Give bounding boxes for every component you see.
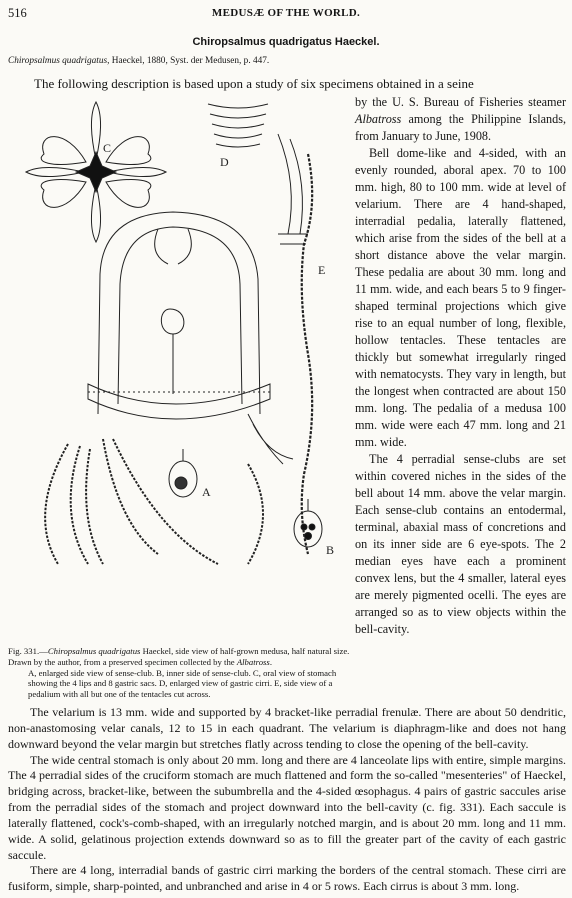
body-paragraph-stomach: The wide central stomach is only about 20 mm. long and there are 4 lanceolate lips with entire, simple margins. The 4 perradial sides of the cruciform stomach are much flattened and form the so-called "mesenteries" of Haeckel, bridging across, bracket-like, between the subumbrella and the 4-sided œsophagus. 4 pairs of gastric saccules arise from the perradial sides of the stomach and project downward into the bell-cavity (c. fig. 331). Each saccule is laterally flattened, cock's-comb-shaped, with an irregularly notched margin, and is about 20 mm. long and 11 mm. wide. A solid, gelatinous projection extends downward so as to fill the greater part of the cavity of each gastric saccule. (8, 752, 566, 862)
column-paragraph-2: Bell dome-like and 4-sided, with an evenly rounded, aboral apex. 70 to 100 mm. high, 80 to 100 mm. wide at level of velarium. There are 4 hand-shaped, interradial pedalia, laterally flattened, which arise from the sides of the bell at a short distance above the velar margin. These pedalia are about 30 mm. long and 11 mm. wide, and each bears 5 to 9 finger-shaped terminal projections which give rise to an equal number of long, flexible, hollow tentacles. These tentacles are thickly but somewhat irregularly ringed with nematocysts. They vary in length, but the longest when contracted are about 150 mm. long. The pedalia of a medusa 100 mm. wide were each 47 mm. long and 21 mm. wide. (355, 146, 566, 449)
synonymy-name: Chiropsalmus quadrigatus, (8, 56, 110, 66)
label-d: D (220, 155, 229, 169)
gastric-cirri (208, 104, 268, 147)
species-title: Chiropsalmus quadrigatus Haeckel. (192, 36, 380, 48)
running-header (8, 6, 564, 22)
synonymy (8, 56, 269, 66)
label-c: C (103, 141, 112, 155)
figure-331 (8, 94, 348, 574)
medusa-bell (88, 212, 270, 419)
caption-key: A, enlarged side view of sense-club. B, inner side of sense-club. C, oral view of stomach showing the 4 lips and 8 gastric sacs. D, enlarged view of gastric cirri. E, side view of a pedalium with all but one of the tentacles cut across. (28, 667, 337, 700)
column-paragraph-1: by the U. S. Bureau of Fisheries steamer Albatross among the Philippine Islands, from January to June, 1908. (355, 95, 566, 143)
sense-club-inner (294, 499, 322, 547)
body-text (8, 705, 566, 895)
pedalium (248, 414, 293, 464)
page-number: 516 (8, 6, 27, 20)
medusa-illustration (8, 94, 348, 574)
pedalium-side-view (278, 134, 312, 554)
label-b: B (326, 543, 335, 557)
sense-club-side (169, 449, 197, 497)
lead-sentence: The following description is based upon a study of six specimens obtained in a seine (34, 76, 474, 91)
figure-caption: Fig. 331.—Chiropsalmus quadrigatus Haeckel, side view of half-grown medusa, half natural size. Drawn by the author, from a preserved specimen collected by the Albatross. A, enlarged side view of sense-club. B, inner side of sense-club. C, oral view of stomach showing the 4 lips and 8 gastric sacs. D, enlarged view of gastric cirri. E, side view of a pedalium with all but one of the tentacles cut across. (8, 646, 353, 700)
label-e: E (318, 263, 326, 277)
synonymy-ref: Haeckel, 1880, Syst. der Medusen, p. 447. (111, 56, 270, 66)
right-column-text (355, 94, 566, 638)
label-a: A (202, 485, 211, 499)
body-paragraph-cirri: There are 4 long, interradial bands of gastric cirri marking the borders of the central stomach. These cirri are fusiform, simple, sharp-pointed, and unbranched and arise in 4 or 5 rows. Each cirrus is about 3 mm. long. (8, 863, 566, 894)
stomach-oral-view (26, 102, 166, 242)
running-title: MEDUSÆ OF THE WORLD. (211, 7, 361, 19)
body-paragraph-velarium: The velarium is 13 mm. wide and supported by 4 bracket-like perradial frenulæ. There are about 50 dendritic, non-anastomosing velar canals, 12 to 15 in each quadrant. The velarium is diaphragm-like and does not hang downward beyond the velar margin but stretches flatly across tending to close the opening of the bell-cavity. (8, 705, 566, 751)
tentacles (45, 439, 263, 564)
column-paragraph-3: The 4 perradial sense-clubs are set within covered niches in the sides of the bell about 14 mm. above the velar margin. Each sense-club contains an entodermal, terminal, abaxial mass of concretions and on its inner side are 6 eye-spots. The 2 median eyes have each a prominent convex lens, but the 4 smaller, lateral eyes are merely pigmented ocelli. The eyes are arranged so as to view objects within the bell-cavity. (355, 452, 566, 636)
